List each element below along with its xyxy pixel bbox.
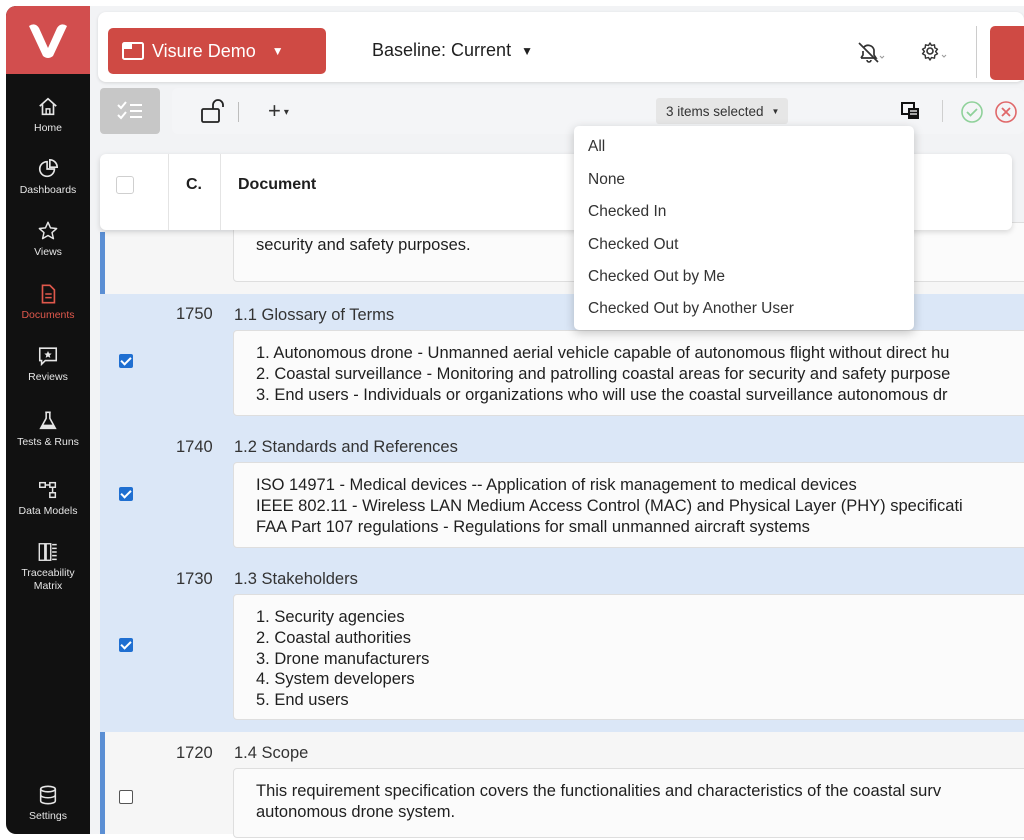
sidebar-item-label: Settings (29, 810, 67, 822)
caret-down-icon: ▼ (771, 106, 780, 116)
sidebar-item-label: Views (34, 246, 62, 258)
item-code: 1750 (176, 305, 213, 323)
document-column-header[interactable]: Document (238, 176, 317, 193)
plus-icon: + (268, 98, 281, 123)
requirement-text[interactable] (233, 330, 1024, 416)
review-icon (37, 345, 59, 367)
baseline-label: Baseline: Current (372, 40, 512, 60)
text-line: 3. Drone manufacturers (256, 649, 430, 668)
sidebar-item-reviews[interactable] (6, 345, 90, 383)
sidebar-item-label: Documents (21, 309, 75, 321)
requirement-text[interactable] (233, 594, 1024, 720)
text-line: 3. End users - Individuals or organizations who will use the coastal surveillance autonomous dr (256, 385, 948, 404)
sidebar-item-label: Tests & Runs (17, 436, 79, 448)
text-line: 2. Coastal authorities (256, 628, 412, 647)
star-icon (37, 220, 59, 242)
row-marker (100, 232, 105, 294)
item-code: 1730 (176, 570, 213, 588)
sidebar-item-dashboards[interactable] (6, 158, 90, 196)
sidebar-item-label: Matrix (33, 580, 63, 592)
table-row[interactable] (100, 426, 1024, 558)
text-line: 1. Autonomous drone - Unmanned aerial vehicle capable of autonomous flight without direct hu (256, 344, 950, 362)
table-row[interactable] (100, 732, 1024, 834)
row-checkbox[interactable] (119, 638, 133, 652)
sidebar-item-home[interactable] (6, 96, 90, 134)
database-icon (37, 784, 59, 806)
row-checkbox[interactable] (119, 790, 133, 804)
item-title[interactable]: 1.2 Standards and References (234, 438, 458, 456)
caret-down-icon: ▾ (283, 106, 289, 118)
requirement-text[interactable] (233, 768, 1024, 838)
text-line: IEEE 802.11 - Wireless LAN Medium Access Control (MAC) and Physical Layer (PHY) specificati (256, 496, 963, 515)
row-checkbox[interactable] (119, 487, 133, 501)
sidebar-item-label: Data Models (18, 505, 78, 517)
sidebar-item-traceability-matrix[interactable] (6, 541, 90, 593)
pie-chart-icon (37, 158, 59, 180)
text-line: ISO 14971 - Medical devices -- Application of risk management to medical devices (256, 476, 857, 494)
text-line: 5. End users (256, 691, 349, 710)
item-title[interactable]: 1.1 Glossary of Terms (234, 306, 395, 324)
code-column-header[interactable]: C. (186, 176, 202, 193)
document-icon (37, 283, 59, 305)
item-code: 1720 (176, 744, 213, 762)
menu-item-checked-out-by-me[interactable]: Checked Out by Me (588, 268, 725, 285)
selection-dropdown-menu (574, 126, 914, 330)
sidebar-item-label: Home (33, 122, 62, 134)
caret-down-icon: ▼ (271, 44, 284, 58)
row-checkbox[interactable] (119, 354, 133, 368)
row-marker (100, 732, 105, 834)
home-icon (37, 96, 59, 118)
sidebar-item-label: Traceability (21, 567, 75, 579)
item-title[interactable]: 1.3 Stakeholders (234, 570, 358, 588)
item-code: 1740 (176, 438, 213, 456)
sidebar-item-settings[interactable] (6, 784, 90, 822)
project-label: Visure Demo (152, 40, 256, 61)
column-divider (168, 154, 169, 230)
menu-item-checked-out-by-another-user[interactable]: Checked Out by Another User (588, 300, 794, 317)
text-line: FAA Part 107 regulations - Regulations for small unmanned aircraft systems (256, 517, 810, 536)
menu-item-checked-out[interactable]: Checked Out (588, 236, 679, 253)
sidebar-item-tests-runs[interactable] (6, 410, 90, 448)
matrix-icon (37, 541, 59, 563)
menu-item-checked-in[interactable]: Checked In (588, 203, 667, 220)
select-all-checkbox[interactable] (116, 176, 134, 194)
text-line: autonomous drone system. (256, 802, 456, 821)
table-row[interactable] (100, 558, 1024, 732)
visure-logo-icon (25, 20, 71, 60)
column-divider (220, 154, 221, 230)
item-title[interactable]: 1.4 Scope (234, 744, 309, 762)
menu-item-all[interactable]: All (588, 138, 606, 155)
requirement-text[interactable] (233, 462, 1024, 548)
sidebar-item-label: Reviews (28, 371, 68, 383)
text-line: security and safety purposes. (256, 236, 471, 254)
sidebar-item-views[interactable] (6, 220, 90, 258)
text-line: 4. System developers (256, 670, 415, 689)
caret-down-icon: ▼ (521, 43, 533, 58)
sidebar-item-data-models[interactable] (6, 479, 90, 517)
text-line: This requirement specification covers the functionalities and characteristics of the coastal surv (256, 782, 942, 800)
sidebar-item-label: Dashboards (19, 184, 77, 196)
menu-item-none[interactable]: None (588, 171, 626, 188)
text-line: 1. Security agencies (256, 608, 405, 626)
text-line: 2. Coastal surveillance - Monitoring and patrolling coastal areas for security and safety purpose (256, 364, 951, 383)
data-model-icon (37, 479, 59, 501)
app-logo[interactable] (6, 6, 90, 74)
selection-label: 3 items selected (666, 103, 764, 119)
sidebar (6, 6, 90, 834)
sidebar-item-documents[interactable] (6, 283, 90, 321)
flask-icon (37, 410, 59, 432)
